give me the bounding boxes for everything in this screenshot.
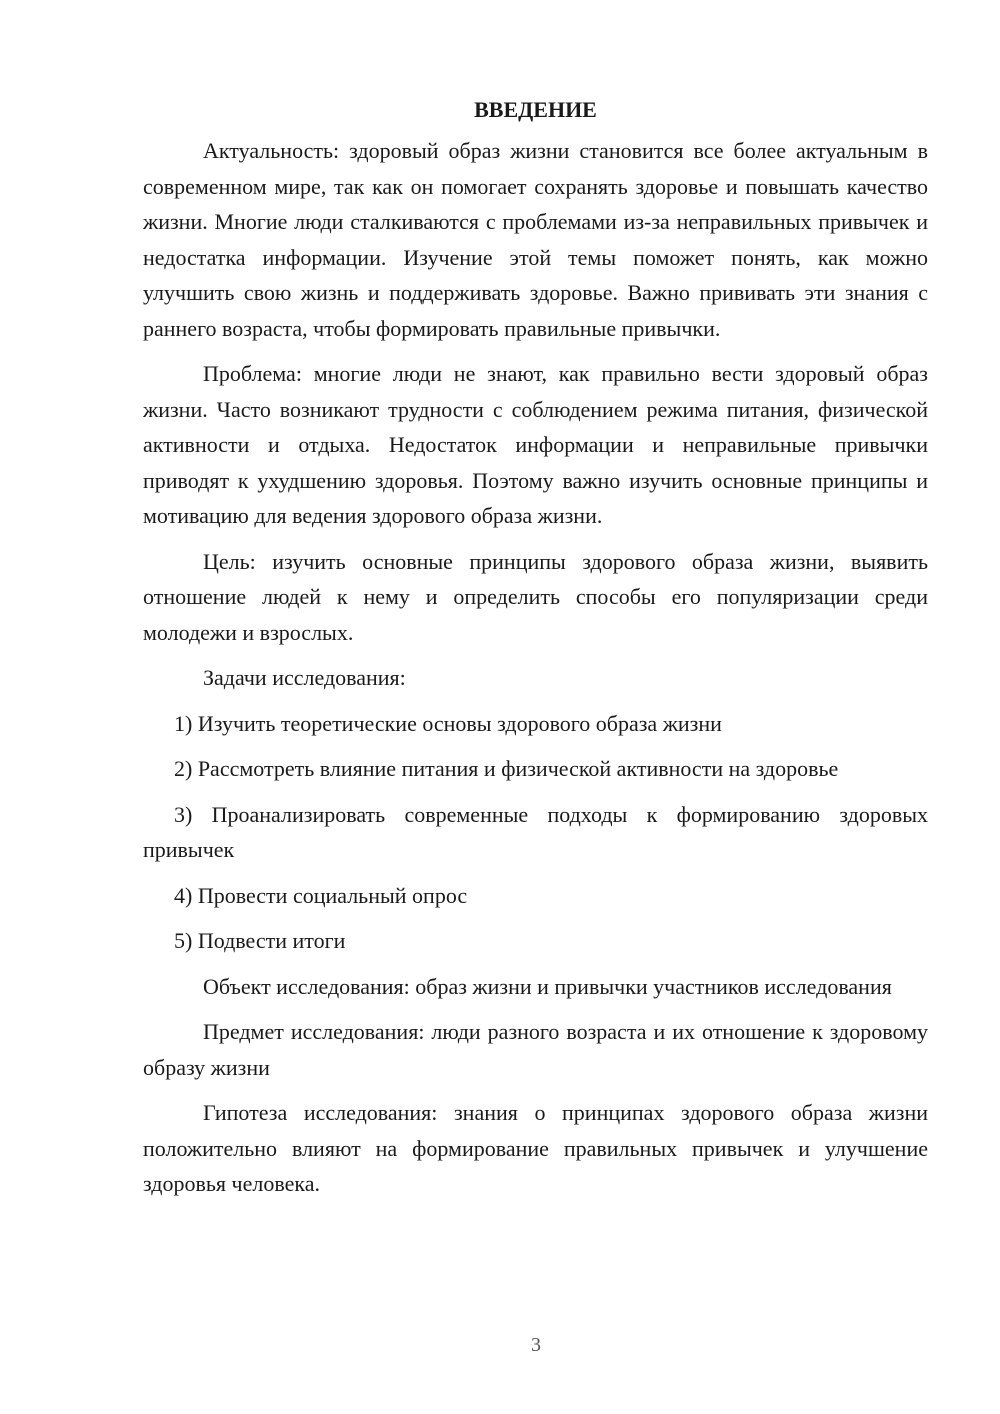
page-title: ВВЕДЕНИЕ xyxy=(474,97,597,122)
tasks-heading: Задачи исследования: xyxy=(203,665,406,690)
paragraph-subject: Предмет исследования: люди разного возраста и их отношение к здоровому образу жизни xyxy=(143,1019,928,1080)
paragraph-hypothesis: Гипотеза исследования: знания о принципах здорового образа жизни положительно влияют на формирование правильных привычек и улучшение здоровья человека. xyxy=(143,1100,928,1196)
task-item-2: 2) Рассмотреть влияние питания и физической активности на здоровье xyxy=(174,756,839,781)
page-number: 3 xyxy=(531,1334,541,1356)
document-page xyxy=(143,92,928,1212)
task-item-5: 5) Подвести итоги xyxy=(174,928,346,953)
paragraph-relevance: Актуальность: здоровый образ жизни становится все более актуальным в современном мире, так как он помогает сохранять здоровье и повышать качество жизни. Многие люди сталкиваются с проблемами из-за неправильных привычек и недостатка информации. Изучение этой темы поможет понять, как можно улучшить свою жизнь и поддерживать здоровье. Важно прививать эти знания с раннего возраста, чтобы формировать правильные привычки. xyxy=(143,138,928,341)
task-item-3: 3) Проанализировать современные подходы к формированию здоровых привычек xyxy=(143,801,928,862)
paragraph-goal: Цель: изучить основные принципы здорового образа жизни, выявить отношение людей к нему и определить способы его популяризации среди молодежи и взрослых. xyxy=(143,548,928,645)
paragraph-problem: Проблема: многие люди не знают, как правильно вести здоровый образ жизни. Часто возникают трудности с соблюдением режима питания, физической активности и отдыха. Недостаток информации и неправильные привычки приводят к ухудшению здоровья. Поэтому важно изучить основные принципы и мотивацию для ведения здорового образа жизни. xyxy=(143,361,928,528)
paragraph-object: Объект исследования: образ жизни и привычки участников исследования xyxy=(203,973,892,999)
task-item-4: 4) Провести социальный опрос xyxy=(174,882,468,908)
task-item-1: 1) Изучить теоретические основы здорового образа жизни xyxy=(174,710,722,736)
